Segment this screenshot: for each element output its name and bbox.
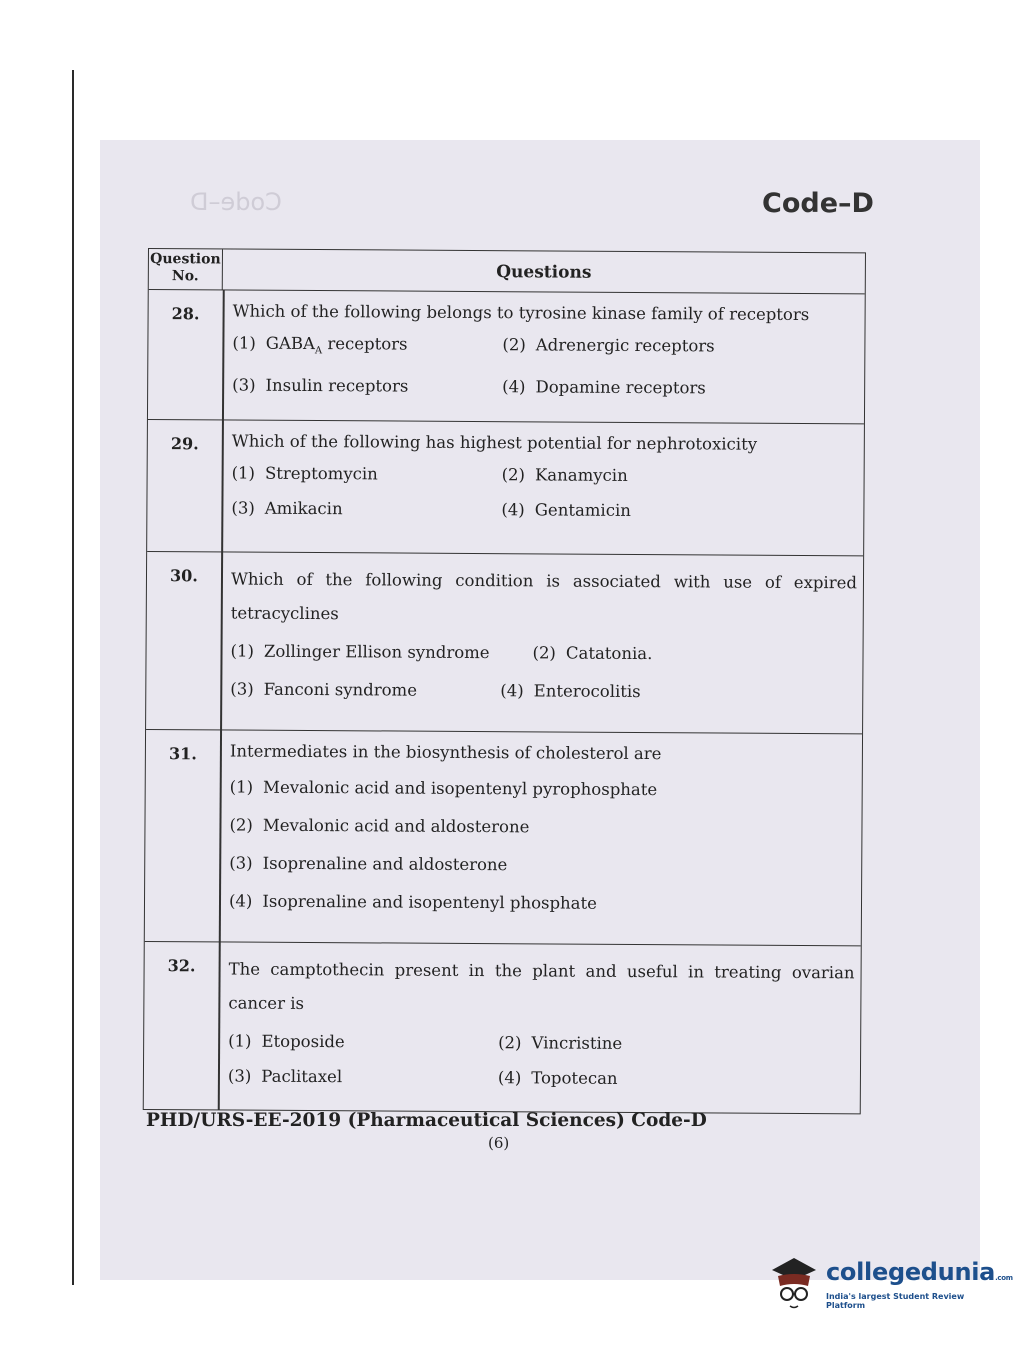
logo-brand-text: collegedunia	[826, 1258, 996, 1286]
option-3	[231, 498, 501, 522]
option-text: Etoposide	[261, 1031, 345, 1052]
logo-tagline: India's largest Student Review Platform	[826, 1292, 965, 1310]
question-row-31	[145, 730, 862, 946]
option-number: (4)	[497, 1068, 522, 1088]
option-number: (1)	[232, 333, 256, 353]
option-text: Catatonia.	[565, 643, 653, 664]
graduation-cap-mascot-icon	[768, 1252, 820, 1312]
option-number: (2)	[498, 1033, 522, 1053]
option-number: (1)	[228, 1031, 252, 1051]
option-text: Vincristine	[531, 1033, 623, 1053]
option-4	[229, 891, 855, 917]
option-number: (2)	[532, 643, 556, 663]
option-number: (1)	[230, 641, 254, 661]
option-text: Isoprenaline and aldosterone	[262, 853, 508, 875]
option-4	[502, 376, 858, 400]
scan-edge	[72, 70, 74, 1285]
question-text: Intermediates in the biosynthesis of cholesterol are	[229, 741, 662, 764]
option-4	[500, 680, 856, 704]
exam-footer: PHD/URS-EE-2019 (Pharmaceutical Sciences) Code-D	[146, 1110, 707, 1131]
option-1	[232, 463, 502, 487]
option-list	[230, 641, 856, 705]
option-subscript: A	[314, 345, 323, 357]
logo-com-text: .com	[995, 1274, 1013, 1282]
question-body	[230, 563, 857, 705]
option-3	[232, 375, 502, 399]
option-2	[229, 815, 855, 841]
table-header	[149, 249, 865, 294]
option-2	[498, 1032, 854, 1056]
question-number: 29.	[170, 434, 199, 454]
option-text: Fanconi syndrome	[263, 679, 418, 700]
option-3	[228, 1066, 498, 1090]
question-number: 28.	[171, 304, 200, 324]
option-2	[502, 464, 858, 488]
option-text: Gentamicin	[534, 500, 631, 520]
question-row-29	[147, 420, 864, 556]
option-number: (2)	[229, 815, 253, 835]
option-list	[232, 333, 858, 401]
option-text: Amikacin	[264, 498, 343, 519]
question-number: 32.	[167, 956, 196, 976]
option-text: Mevalonic acid and aldosterone	[262, 815, 530, 837]
paper-code: Code–D	[762, 188, 874, 219]
option-number: (4)	[228, 891, 253, 911]
question-text: Which of the following condition is associated with use of expired tetracyclines	[230, 569, 858, 624]
option-3	[230, 679, 500, 703]
option-text: Mevalonic acid and isopentenyl pyrophosphate	[263, 777, 658, 800]
option-text: Insulin receptors	[265, 376, 409, 396]
option-2	[502, 334, 858, 365]
option-1	[228, 1031, 498, 1055]
question-row-32	[144, 942, 861, 1114]
option-text: Kanamycin	[534, 465, 628, 485]
option-1	[230, 641, 500, 665]
option-1	[232, 333, 502, 364]
question-row-30	[146, 552, 863, 734]
option-number: (3)	[231, 498, 255, 518]
option-list	[228, 1031, 854, 1092]
option-text: Paclitaxel	[261, 1066, 343, 1087]
option-number: (3)	[232, 375, 256, 395]
question-row-28	[148, 290, 865, 424]
option-number: (3)	[227, 1066, 252, 1086]
option-text: Adrenergic receptors	[535, 335, 715, 356]
option-number: (4)	[500, 681, 524, 701]
question-table	[143, 248, 866, 1114]
option-text: Zollinger Ellison syndrome	[263, 641, 490, 663]
option-2	[532, 642, 856, 666]
option-4	[501, 499, 857, 523]
question-text: The camptothecin present in the plant and useful in treating ovarian cancer is	[228, 959, 855, 1013]
option-number: (1)	[231, 463, 256, 483]
option-number: (2)	[502, 335, 526, 355]
option-text-suffix: receptors	[322, 334, 408, 354]
question-body	[229, 741, 856, 917]
option-text: GABA	[265, 333, 315, 354]
option-number: (2)	[501, 465, 526, 485]
question-number: 30.	[170, 566, 198, 586]
option-text: Topotecan	[531, 1068, 618, 1088]
question-body	[228, 953, 855, 1092]
option-4	[498, 1067, 854, 1091]
column-header-question-no	[149, 249, 223, 289]
question-text: Which of the following belongs to tyrosine kinase family of receptors	[232, 301, 810, 325]
option-number: (1)	[229, 777, 254, 797]
bleed-through-code: Code–D	[190, 188, 282, 216]
column-header-questions: Questions	[496, 262, 592, 283]
column-header-line2: No.	[171, 268, 199, 285]
page-number: (6)	[488, 1134, 510, 1152]
question-body	[231, 431, 858, 524]
question-text: Which of the following has highest potential for nephrotoxicity	[231, 431, 758, 454]
option-1	[230, 777, 856, 803]
logo-wordmark	[826, 1258, 1013, 1286]
option-3	[229, 853, 855, 879]
option-list	[231, 463, 857, 524]
option-text: Enterocolitis	[533, 681, 641, 702]
collegedunia-logo[interactable]	[768, 1252, 1013, 1322]
question-body	[232, 301, 859, 401]
option-number: (4)	[502, 377, 526, 397]
option-list	[229, 777, 856, 917]
option-number: (3)	[230, 679, 254, 699]
question-number: 31.	[168, 744, 197, 764]
option-text: Isoprenaline and isopentenyl phosphate	[262, 891, 598, 913]
column-header-line1: Question	[150, 251, 221, 268]
option-number: (3)	[229, 853, 253, 873]
option-text: Dopamine receptors	[535, 377, 706, 398]
option-text: Streptomycin	[264, 463, 378, 484]
option-number: (4)	[501, 500, 525, 520]
